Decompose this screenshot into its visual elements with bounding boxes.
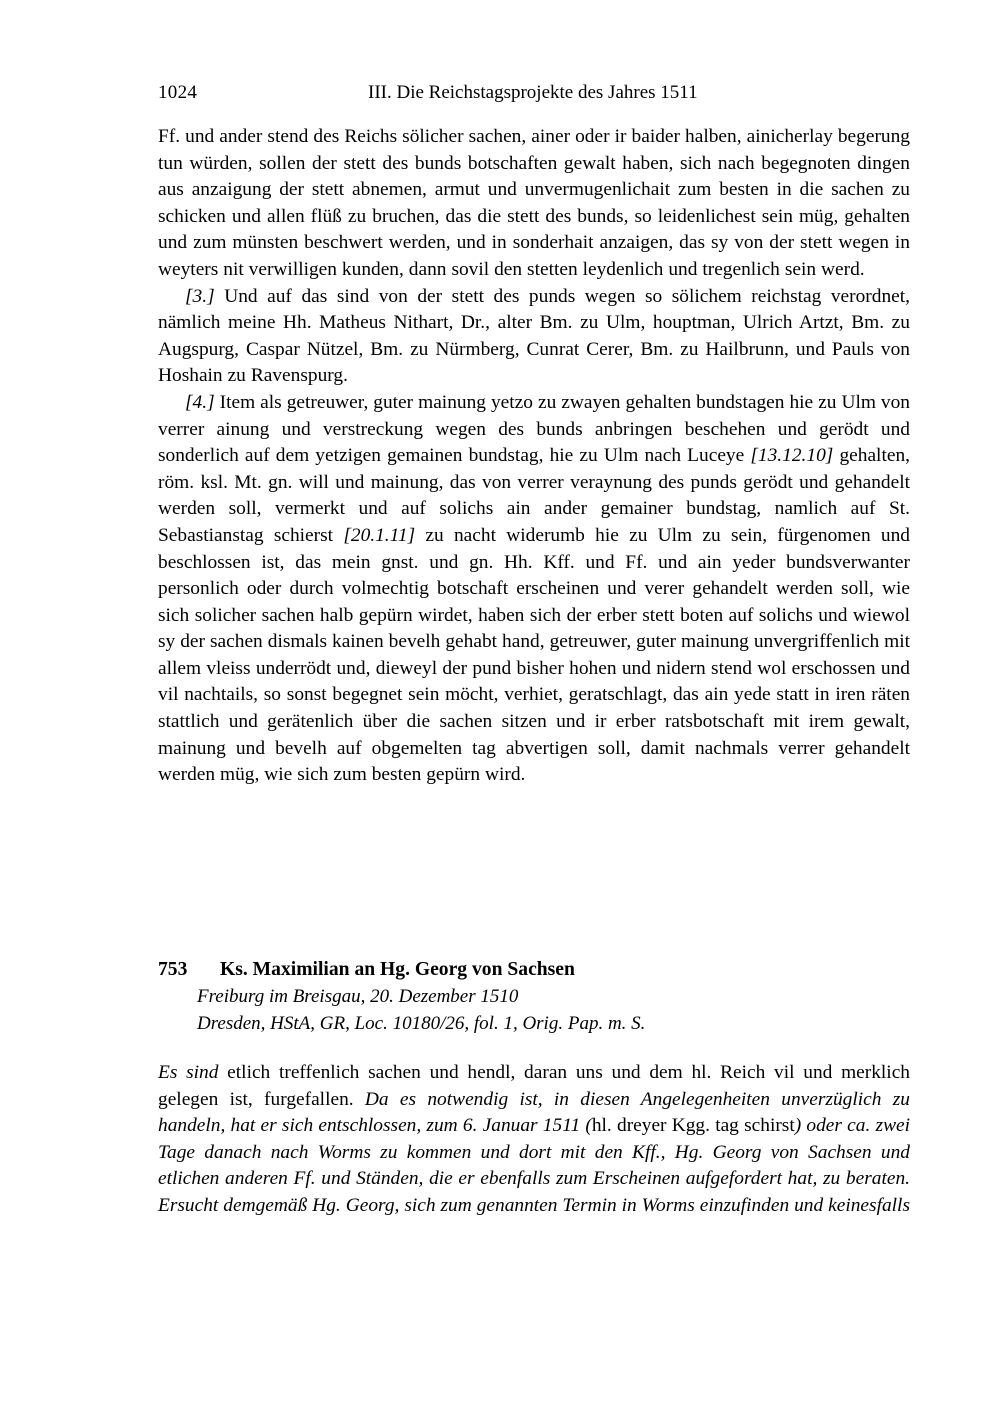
section-place-date: Freiburg im Breisgau, 20. Dezember 1510: [197, 986, 519, 1007]
regest-roman-1: etlich treffenlich sachen und hendl, daran uns und dem hl. Reich vil und merklich gelegen ist, furgefallen.: [158, 1062, 910, 1110]
date-bracket-2: [20.1.11]: [343, 524, 416, 546]
paragraph-text-part-1: Item als getreuwer, guter mainung yetzo zu zwayen gehalten bundstagen hie zu Ulm von verrer ainung und verstreckung wegen des bunds anbringen beschehen und gerödt und sonderlich auf dem yetzigen gemainen bundstag, hie zu Ulm nach Luceye: [158, 391, 910, 467]
paragraph-3: [158, 284, 910, 390]
running-title: III. Die Reichstagsprojekte des Jahres 1511: [368, 82, 698, 103]
section-marker-3: [3.]: [185, 285, 215, 307]
section-marker-4: [4.]: [185, 391, 215, 413]
section-number: 753: [158, 959, 188, 980]
running-head: [158, 80, 910, 106]
paragraph-text: Ff. und ander stend des Reichs sölicher sachen, ainer oder ir baider halben, ainicherlay begerung tun würden, sollen der stett des bunds botschaften gewalt haben, sich nach begegnoten dingen aus anzaigung der stett abnemen, armut und unvermugenlichait zum besten in die sachen zu schicken und allen flüß zu bruchen, das die stett des bunds, so leidenlichest sein müg, gehalten und zum münsten beschwert werden, und in sonderhait anzaigen, das sy von der stett wegen in weyters nit verwilligen kunden, dann sovil den stetten leydenlich und tregenlich sein werd.: [158, 126, 910, 280]
regest-roman-2: hl. dreyer Kgg. tag schirst: [591, 1115, 795, 1137]
paragraph-text-part-3: zu nacht widerumb hie zu Ulm zu sein, fürgenomen und beschlossen ist, das mein gnst. und gn. Hh. Kff. und Ff. und ain yeder bundsverwanter personlich oder durch volmechtig botschaft erscheinen und verer gehandelt werden soll, wie sich solicher sachen halb gepürn wirdet, haben sich der erber stett boten auf solichs und wiewol sy der sachen dismals kainen bevelh gehabt hand, getreuwer, guter mainung unvergriffenlich mit allem vleiss underrödt und, dieweyl der pund bisher hohen und nidern stend wol erschossen und vil nachtails, so sonst begegnet sein möcht, verhiet, geratschlagt, das ain yede statt in iren räten stattlich und gerätenlich über die sachen sitzen und ir erber ratsbotschaft mit irem gewalt, mainung und bevelh auf obgemelten tag abvertigen soll, damit nachmals verrer gehandelt werden müg, wie sich zum besten gepürn wird.: [158, 524, 910, 786]
section-archive-reference: Dresden, HStA, GR, Loc. 10180/26, fol. 1, Orig. Pap. m. S.: [197, 1013, 646, 1034]
regest-italic-1: Da es notwendig ist, in diesen Angelegenheiten unverzüglich zu handeln, hat er sich entschlossen, zum 6. Januar 1511 (: [158, 1088, 910, 1137]
text-block: [158, 124, 910, 789]
paragraph-continuation: [158, 124, 910, 284]
paragraph-text: Und auf das sind von der stett des punds wegen so sölichem reichstag verordnet, nämlich meine Hh. Matheus Nithart, Dr., alter Bm. zu Ulm, houptman, Ulrich Artzt, Bm. zu Augspurg, Caspar Nützel, Bm. zu Nürmberg, Cunrat Cerer, Bm. zu Hailbrunn, und Pauls von Hoshain zu Ravenspurg.: [158, 285, 910, 387]
section-title: Ks. Maximilian an Hg. Georg von Sachsen: [220, 959, 575, 980]
regest-block: [158, 1060, 910, 1220]
page-number: 1024: [158, 82, 198, 103]
regest-italic-2: ) oder ca. zwei Tage danach nach Worms zu kommen und dort mit den Kff., Hg. Georg von Sachsen und etlichen anderen Ff. und Ständen, die er ebenfalls zum Erscheinen aufgefordert hat, zu beraten. Ersucht demgemäß Hg. Georg, sich zum genannten Termin in Worms einzufinden und keinesfalls: [158, 1115, 911, 1216]
paragraph-4: [158, 390, 910, 789]
paragraph-text-part-2: gehalten, röm. ksl. Mt. gn. will und mainung, das von verrer veraynung des punds gerödt und gehandelt werden soll, vermerkt und auf solichs ain ander gemainer bundstag, namlich auf St. Sebastianstag schierst: [158, 445, 910, 546]
regest-paragraph: [158, 1060, 910, 1220]
section-heading-block: [158, 956, 910, 1037]
date-bracket-1: [13.12.10]: [750, 445, 834, 467]
regest-lead: Es sind: [158, 1062, 219, 1083]
section-heading: [158, 956, 910, 983]
